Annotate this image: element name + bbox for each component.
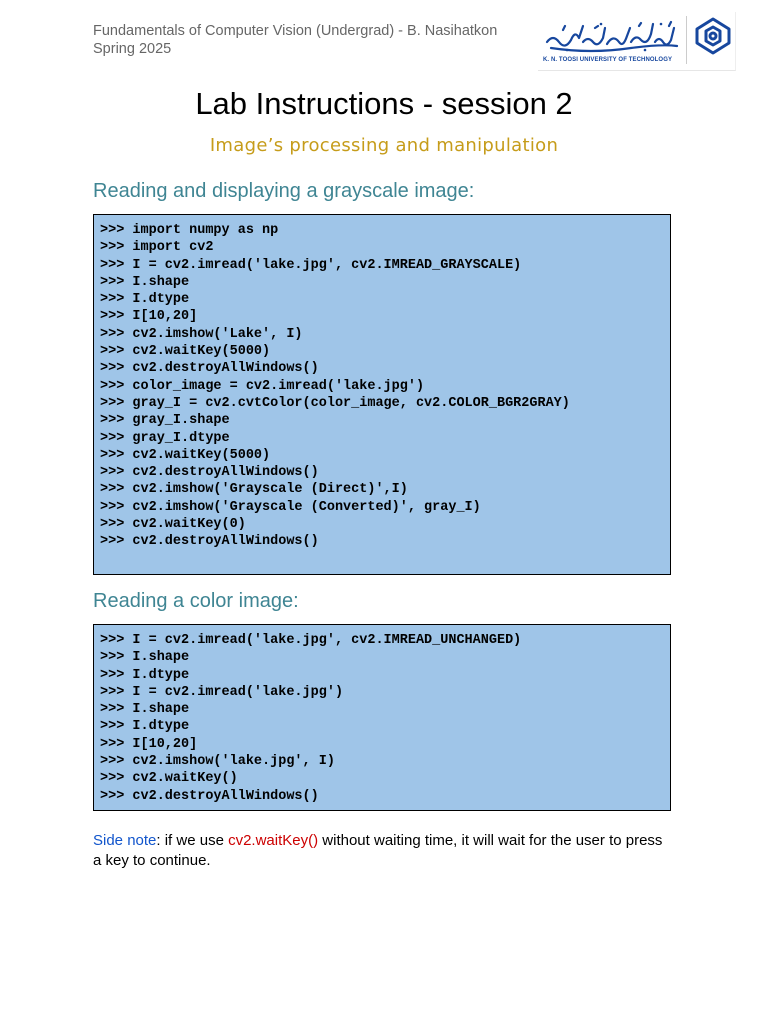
code-line: >>> cv2.waitKey(0): [100, 517, 246, 533]
code-line: >>> cv2.destroyAllWindows(): [100, 788, 319, 804]
side-note-text-before: : if we use: [156, 832, 229, 849]
university-logo: [538, 12, 736, 71]
code-line: >>> I.shape: [100, 702, 190, 718]
code-line: >>> color_image = cv2.imread('lake.jpg'): [100, 378, 425, 394]
side-note-text-after: without waiting time, it will wait for the user to press a key to continue.: [93, 832, 663, 869]
code-line: >>> I.dtype: [100, 292, 190, 308]
code-line: >>> import cv2: [100, 240, 214, 256]
section-heading-color: Reading a color image:: [93, 590, 299, 612]
page-subtitle: Image’s processing and manipulation: [209, 135, 559, 156]
code-line: >>> cv2.destroyAllWindows(): [100, 361, 319, 377]
code-line: >>> I.dtype: [100, 667, 190, 683]
code-line: >>> I.dtype: [100, 719, 190, 735]
code-line: >>> gray_I.shape: [100, 413, 230, 429]
code-line: >>> cv2.destroyAllWindows(): [100, 534, 319, 550]
code-line: >>> import numpy as np: [100, 223, 279, 238]
course-line: Fundamentals of Computer Vision (Undergrad) - B. Nasihatkon: [93, 23, 498, 39]
side-note: [93, 831, 663, 871]
code-line: >>> cv2.imshow('Grayscale (Converted)', gray_I): [100, 499, 481, 515]
code-line: >>> gray_I = cv2.cvtColor(color_image, cv2.COLOR_BGR2GRAY): [100, 395, 570, 411]
section-heading-grayscale: Reading and displaying a grayscale image:: [93, 180, 475, 202]
side-note-label: Side note: [93, 832, 157, 849]
code-line: >>> I = cv2.imread('lake.jpg', cv2.IMREAD_GRAYSCALE): [100, 257, 522, 273]
code-line: >>> cv2.imshow('lake.jpg', I): [100, 754, 335, 770]
code-line: >>> I.shape: [100, 650, 190, 666]
code-line: >>> cv2.waitKey(5000): [100, 344, 271, 360]
code-line: >>> cv2.waitKey(5000): [100, 447, 271, 463]
code-line: >>> I.shape: [100, 274, 190, 290]
university-script-logo-icon: [543, 16, 683, 56]
logo-divider: [686, 16, 687, 64]
university-emblem-icon: [694, 16, 732, 56]
university-caption: K. N. TOOSI UNIVERSITY OF TECHNOLOGY: [543, 57, 673, 63]
code-line: >>> cv2.waitKey(): [100, 771, 238, 787]
code-line: >>> I = cv2.imread('lake.jpg', cv2.IMREAD_UNCHANGED): [100, 633, 522, 648]
page-title: Lab Instructions - session 2: [195, 86, 573, 121]
code-line: >>> cv2.imshow('Grayscale (Direct)',I): [100, 482, 408, 498]
code-line: >>> gray_I.dtype: [100, 430, 230, 446]
code-block-grayscale: [93, 214, 671, 575]
code-line: >>> I = cv2.imread('lake.jpg'): [100, 684, 344, 700]
code-line: >>> cv2.imshow('Lake', I): [100, 326, 303, 342]
code-block-color: [93, 624, 671, 811]
page-header: [93, 22, 497, 58]
code-line: >>> I[10,20]: [100, 736, 198, 752]
term-line: Spring 2025: [93, 41, 172, 57]
code-line: >>> I[10,20]: [100, 309, 198, 325]
code-line: >>> cv2.destroyAllWindows(): [100, 465, 319, 481]
side-note-code: cv2.waitKey(): [228, 832, 319, 849]
